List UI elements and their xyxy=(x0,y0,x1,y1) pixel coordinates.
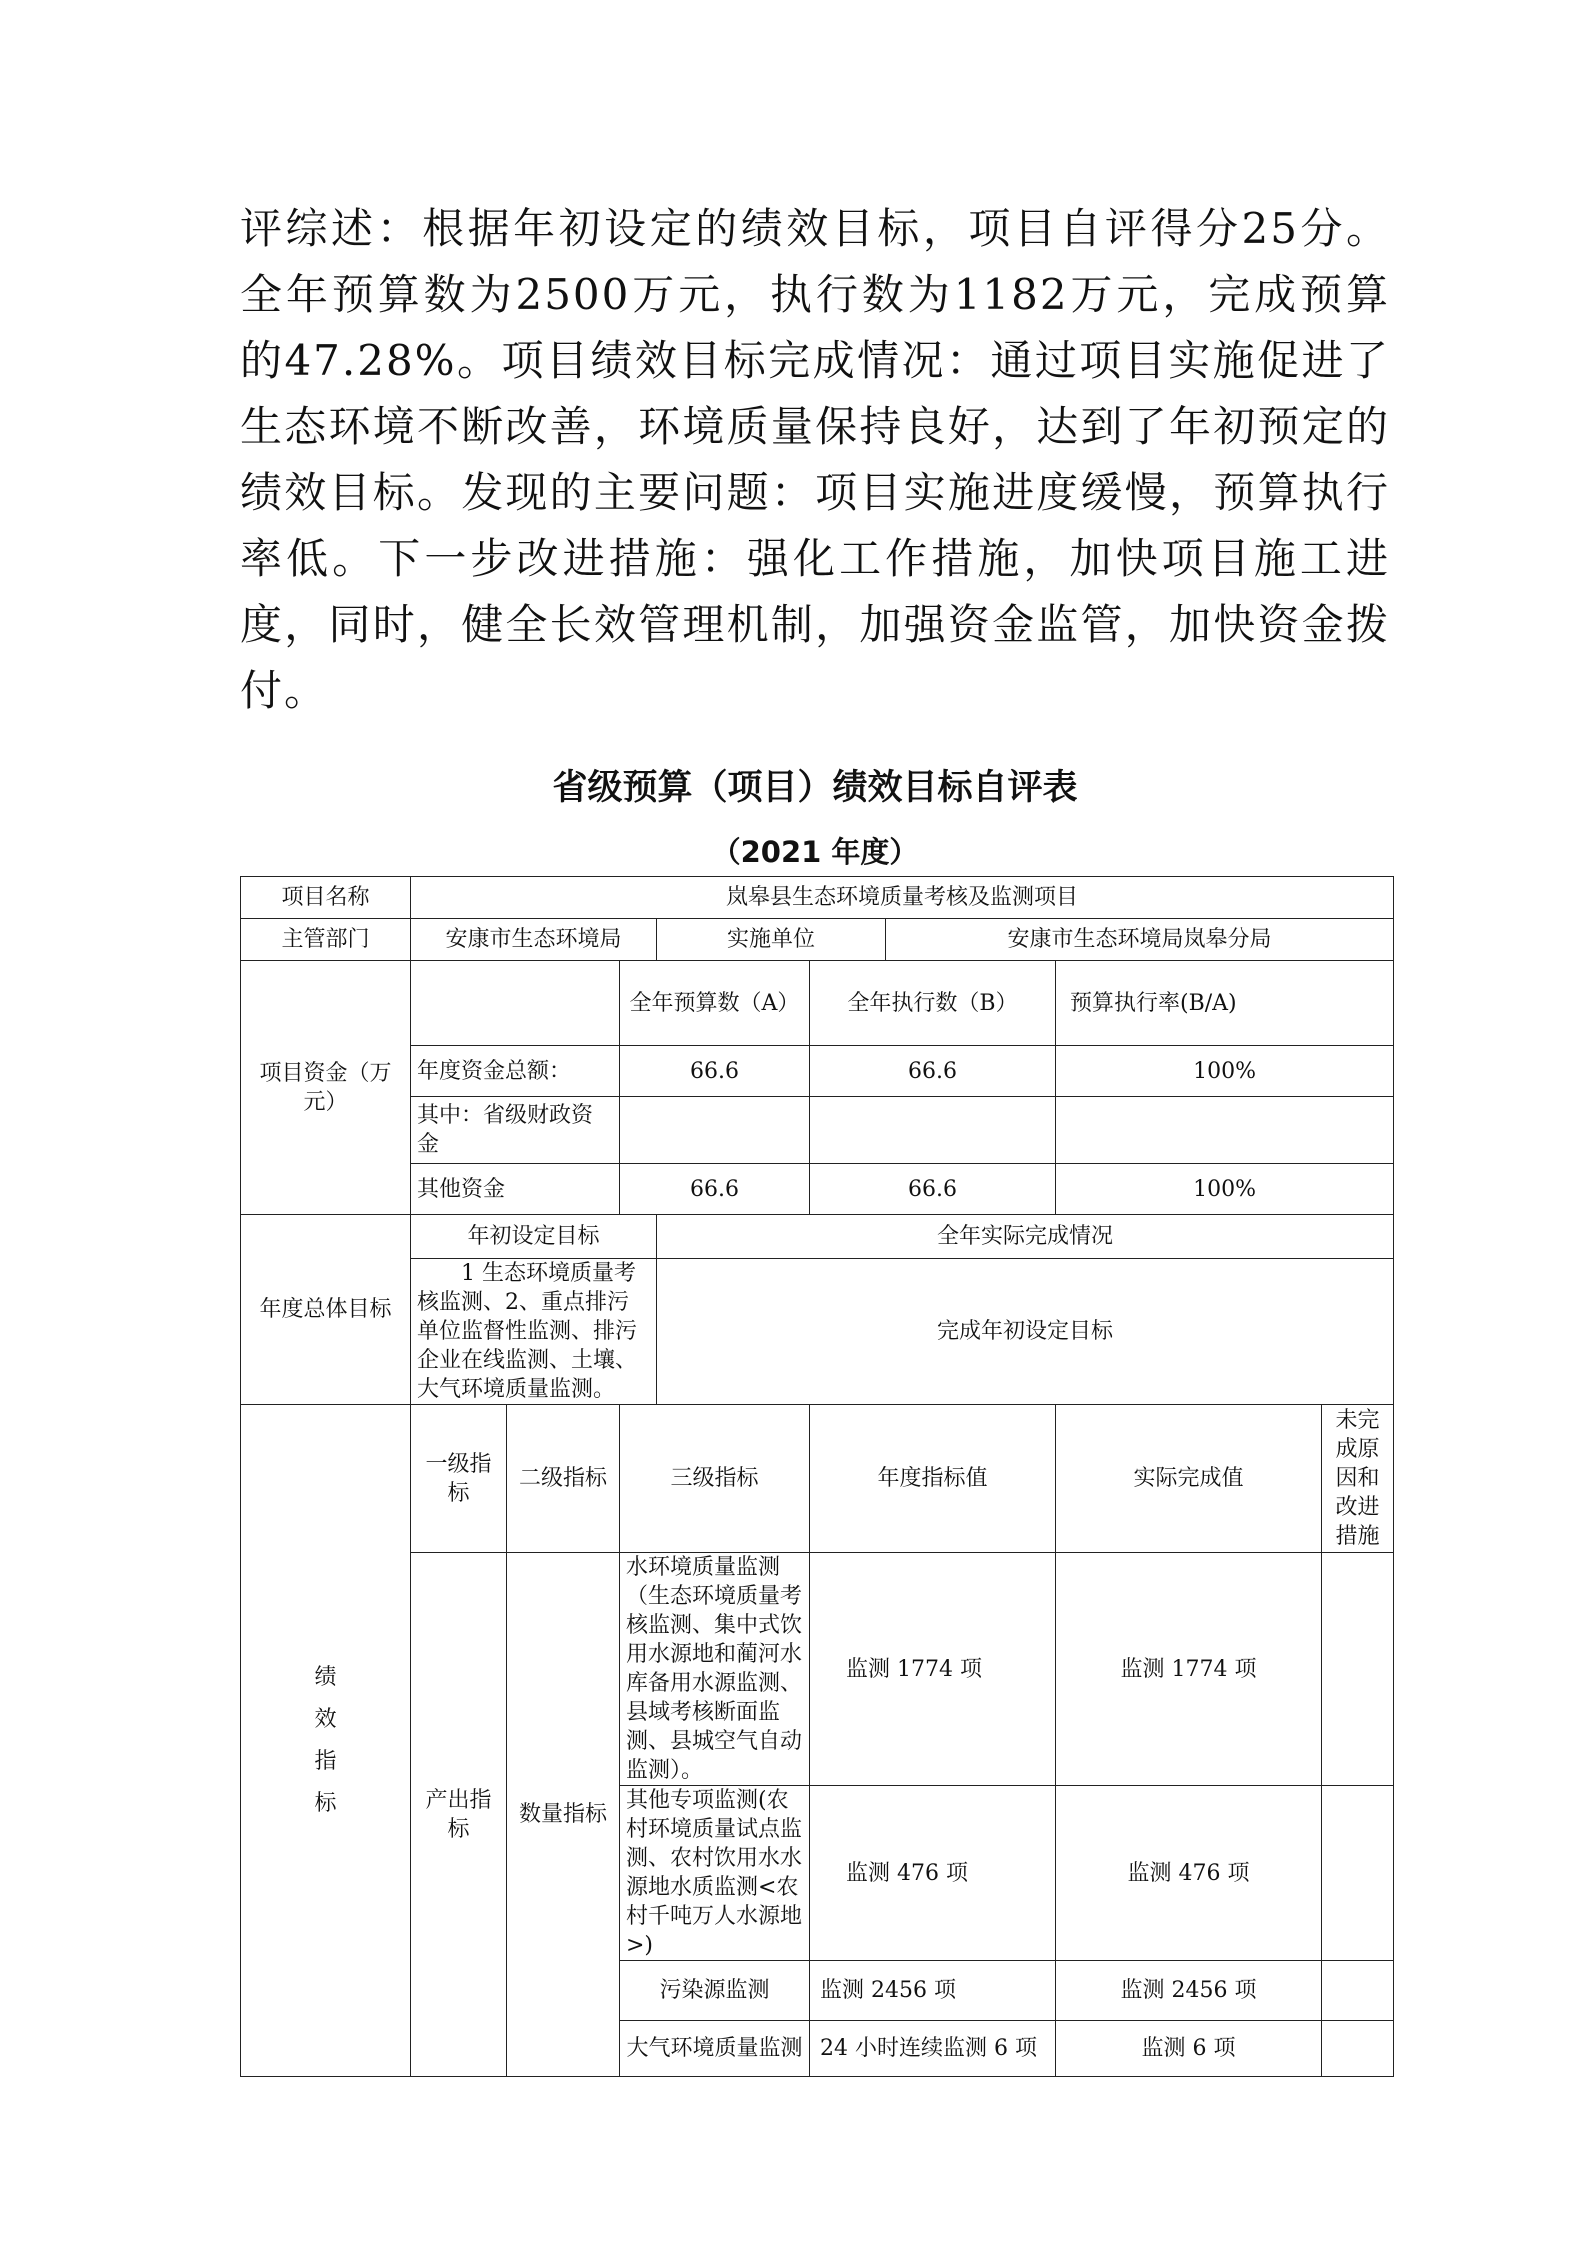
header-level2: 二级指标 xyxy=(507,1405,620,1553)
annual-goal-actual-value: 完成年初设定目标 xyxy=(657,1259,1394,1405)
indicator-reason xyxy=(1322,2021,1394,2077)
indicator-target: 监测 1774 项 xyxy=(810,1553,1056,1786)
level2-value: 数量指标 xyxy=(507,1553,620,2077)
department-value: 安康市生态环境局 xyxy=(411,919,657,961)
funds-blank-header xyxy=(411,961,620,1046)
funds-row-exec: 66.6 xyxy=(810,1046,1056,1097)
indicator-target: 监测 2456 项 xyxy=(810,1961,1056,2021)
indicator-reason xyxy=(1322,1786,1394,1961)
funds-col-budget: 全年预算数（A） xyxy=(620,961,810,1046)
indicator-row xyxy=(241,1553,1394,1786)
indicator-target: 监测 476 项 xyxy=(810,1786,1056,1961)
indicator-label-char: 绩 xyxy=(314,1664,337,1690)
funds-col-rate: 预算执行率(B/A) xyxy=(1056,961,1394,1046)
indicator-actual: 监测 1774 项 xyxy=(1056,1553,1322,1786)
indicator-label-char: 指 xyxy=(314,1748,337,1774)
funds-row-budget: 66.6 xyxy=(620,1046,810,1097)
funds-row xyxy=(241,1046,1394,1097)
header-target: 年度指标值 xyxy=(810,1405,1056,1553)
row-annual-goal-values xyxy=(241,1259,1394,1405)
indicator-actual: 监测 6 项 xyxy=(1056,2021,1322,2077)
indicator-actual: 监测 2456 项 xyxy=(1056,1961,1322,2021)
self-evaluation-table xyxy=(240,876,1394,2077)
header-level1: 一级指标 xyxy=(411,1405,507,1553)
funds-row-rate xyxy=(1056,1097,1394,1164)
funds-col-exec: 全年执行数（B） xyxy=(810,961,1056,1046)
header-actual: 实际完成值 xyxy=(1056,1405,1322,1553)
header-level3: 三级指标 xyxy=(620,1405,810,1553)
funds-row-budget xyxy=(620,1097,810,1164)
indicator-label-char: 效 xyxy=(314,1706,337,1732)
funds-row xyxy=(241,1097,1394,1164)
funds-row-exec xyxy=(810,1097,1056,1164)
indicator-name: 其他专项监测(农村环境质量试点监测、农村饮用水水源地水质监测<农村千吨万人水源地>) xyxy=(620,1786,810,1961)
funds-row-rate: 100% xyxy=(1056,1046,1394,1097)
indicator-name: 污染源监测 xyxy=(620,1961,810,2021)
annual-goal-set-label: 年初设定目标 xyxy=(411,1215,657,1259)
row-project-name xyxy=(241,877,1394,919)
implementer-label: 实施单位 xyxy=(657,919,886,961)
indicator-label xyxy=(241,1405,411,2077)
funds-label: 项目资金（万元） xyxy=(241,961,411,1215)
funds-row-name: 年度资金总额： xyxy=(411,1046,620,1097)
implementer-value: 安康市生态环境局岚皋分局 xyxy=(886,919,1394,961)
annual-goal-label: 年度总体目标 xyxy=(241,1215,411,1405)
project-name-label: 项目名称 xyxy=(241,877,411,919)
funds-row xyxy=(241,1164,1394,1215)
funds-row-exec: 66.6 xyxy=(810,1164,1056,1215)
annual-goal-actual-label: 全年实际完成情况 xyxy=(657,1215,1394,1259)
table-subtitle: （2021 年度） xyxy=(711,835,919,869)
funds-row-budget: 66.6 xyxy=(620,1164,810,1215)
summary-paragraph: 评综述：根据年初设定的绩效目标，项目自评得分25分。全年预算数为2500万元，执行数为1182万元，完成预算的47.28%。项目绩效目标完成情况：通过项目实施促进了生态环境不断改善，环境质量保持良好，达到了年初预定的绩效目标。发现的主要问题：项目实施进度缓慢，预算执行率低。下一步改进措施：强化工作措施，加快项目施工进度，同时，健全长效管理机制，加强资金监管，加快资金拨付。 xyxy=(240,204,1390,715)
funds-row-name: 其他资金 xyxy=(411,1164,620,1215)
row-annual-goal-header xyxy=(241,1215,1394,1259)
indicator-target: 24 小时连续监测 6 项 xyxy=(810,2021,1056,2077)
indicator-label-char: 标 xyxy=(314,1790,337,1816)
funds-row-name: 其中：省级财政资金 xyxy=(411,1097,620,1164)
department-label: 主管部门 xyxy=(241,919,411,961)
indicator-reason xyxy=(1322,1553,1394,1786)
row-indicator-header xyxy=(241,1405,1394,1553)
header-reason: 未完成原因和改进措施 xyxy=(1322,1405,1394,1553)
table-title: 省级预算（项目）绩效目标自评表 xyxy=(552,768,1078,808)
funds-row-rate: 100% xyxy=(1056,1164,1394,1215)
row-funds-header xyxy=(241,961,1394,1046)
indicator-name: 大气环境质量监测 xyxy=(620,2021,810,2077)
project-name-value: 岚皋县生态环境质量考核及监测项目 xyxy=(411,877,1394,919)
row-department xyxy=(241,919,1394,961)
annual-goal-set-value: 1 生态环境质量考核监测、2、重点排污单位监督性监测、排污企业在线监测、土壤、大气环境质量监测。 xyxy=(411,1259,657,1405)
indicator-name: 水环境质量监测（生态环境质量考核监测、集中式饮用水源地和蔺河水库备用水源监测、县域考核断面监测、县城空气自动监测）。 xyxy=(620,1553,810,1786)
indicator-reason xyxy=(1322,1961,1394,2021)
indicator-actual: 监测 476 项 xyxy=(1056,1786,1322,1961)
level1-value: 产出指标 xyxy=(411,1553,507,2077)
